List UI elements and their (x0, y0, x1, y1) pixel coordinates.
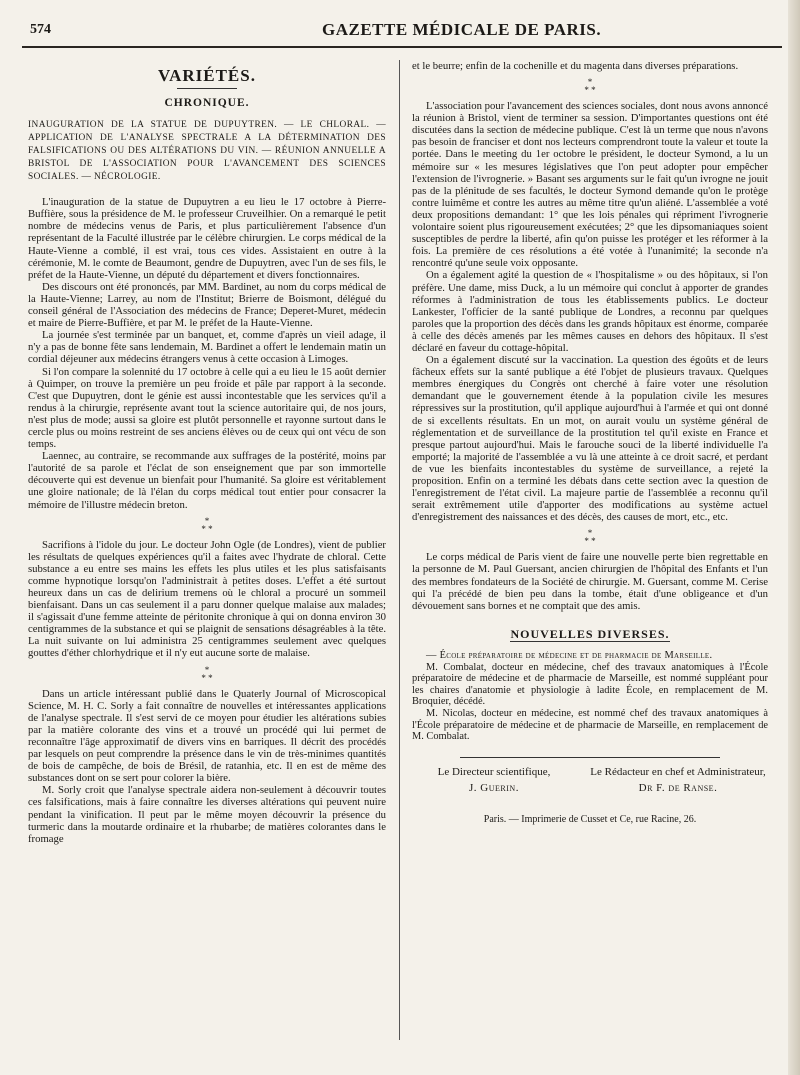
asterism: * * * (201, 515, 213, 534)
signature-block (412, 766, 768, 802)
asterism: * * * (201, 664, 213, 683)
paragraph-comparaison: Si l'on compare la solennité du 17 octobre à celle qui a eu lieu le 15 août dernier à Quimper, on trouve la première un peu froide et pâle par rapport à la seconde. C'est que Dupuytren, dont le génie est aussi incontestable que les services qu'il a rendus à la chirurgie, représente avant tout la science autoritaire qui, de nos jours, n'est plus de mode; aussi sa gloire est plutôt personnelle et rayonne surtout dans le cercle plus ou moins restreint de ses anciens élèves ou de ceux qui ont vécu de son temps. (28, 365, 386, 451)
news-combalat: M. Combalat, docteur en médecine, chef des travaux anatomiques à l'École préparatoire de médecine et de pharmacie de Marseille, est nommé suppléant pour les chaires d'anatomie et physiologie à ladite École, en remplacement de M. Broquier, décédé. (412, 661, 768, 708)
header-rule (22, 46, 782, 48)
news-nicolas: M. Nicolas, docteur en médecine, est nommé chef des travaux anatomiques à l'École préparatoire de médecine et de pharmacie de Marseille, en remplacement de M. Combalat. (412, 707, 768, 743)
paragraph-chloral: Sacrifions à l'idole du jour. Le docteur John Ogle (de Londres), vient de publier les résultats de quelques expériences qu'il a faites avec l'hydrate de chloral. Cette substance a eu entre ses mains les effets les plus utiles et les plus satisfaisants comme hypnotique lorsqu'on l'administrait à petites doses. L'effet a été surtout heureux dans un cas de delirium tremens où le chloral a procuré un sommeil bienfaisant. Dans un cas seulement il a paru donner quelque malaise aux malades; il s'agissait d'une femme atteinte de péritonite chronique à qui on donna environ 30 centigrammes de la substance et qui se plaignit de sensations désagréables à la tête. La nuit suivante on lui administra 25 centigrammes seulement avec quelques gouttes d'éther chlorhydrique et il n'y eut aucune sorte de malaise. (28, 538, 386, 660)
editor-signature (580, 766, 776, 794)
chronique-title: CHRONIQUE. (164, 97, 250, 110)
director-role: Le Directeur scientifique, (437, 765, 551, 778)
asterism: * * * (584, 528, 596, 547)
signature-rule (460, 757, 720, 758)
paragraph-guersant: Le corps médical de Paris vient de faire une nouvelle perte bien regrettable en la personne de M. Paul Guersant, ancien chirurgien de l'hôpital des Enfants et l'un des membres fondateurs de la Société de chirurgie. M. Guersant, comme M. Cerise qui l'a précédé de bien peu dans la tombe, était d'une obligeance et d'un dévouement sans bornes et ne comptait que des amis. (412, 551, 768, 612)
asterism: * * * (584, 77, 596, 96)
news-lead: — École préparatoire de médecine et de pharmacie de Marseille. (426, 649, 713, 661)
news-title (412, 628, 768, 640)
director-signature (414, 766, 574, 794)
paragraph-continuation: et le beurre; enfin de la cochenille et du magenta dans diverses préparations. (412, 60, 739, 72)
paragraph-laennec: Laennec, au contraire, se recommande aux suffrages de la postérité, moins par l'autorité de sa parole et l'éclat de son enseignement que par son immortelle découverte qui est devenue un bienfait pour l'humanité. Sa gloire est véritablement une gloire nationale; de là l'élan du corps médical tout entier pour consacrer la mémoire de l'illustre médecin breton. (28, 450, 386, 511)
paragraph-discours: Des discours ont été prononcés, par MM. Bardinet, au nom du corps médical de la Haute-Vienne; Larrey, au nom de l'Institut; Brierre de Boismont, délégué du conseil général de l'Association des médecins de France; Deperet-Muret, médecin et maire de Pierre-Buffière, et par M. le préfet de la Haute-Vienne. (28, 280, 386, 330)
title-rule (177, 88, 237, 89)
running-title: GAZETTE MÉDICALE DE PARIS. (322, 20, 602, 39)
page-number: 574 (30, 22, 51, 37)
editor-name: Dr F. de Ranse. (638, 781, 718, 794)
news-title-text: NOUVELLES DIVERSES. (510, 626, 670, 641)
paragraph-banquet: La journée s'est terminée par un banquet, et, comme d'après un vieil adage, il n'y a pas de bonne fête sans lendemain, M. Bardinet a offert le lendemain matin un cordial déjeuner aux médecins étrangers venus à cette occasion à Limoges. (28, 329, 386, 366)
paragraph-vaccination: On a également discuté sur la vaccination. La question des égoûts et de leurs fâcheux effets sur la santé publique a été l'objet de plusieurs travaux. Quelques membres énergiques du Congrès ont cherché à faire voter une résolution demandant que le gouvernement étende à la population civile les mesures répressives sur la prostitution, qu'il applique aujourd'hui à l'armée et qui ont donné de si excellents résultats. En un mot, on aurait voulu un système général de réglementation et de surveillance de la prostitution tel qu'il existe en France et presque partout aujourd'hui. Mais le farouche souci de la liberté individuelle l'a emporté; la majorité de l'assemblée a vu là une atteinte à ce droit sacré, et perdant de vue les bienfaits incontestables du système de surveillance, a rejeté la proposition. Enfin on a terminé les débats dans cette section avec la question de l'enregistrement de l'état civil. La majeure partie de l'assemblée a reconnu qu'il serait extrêmement utile d'apporter des modifications au système actuel d'enregistrement des naissances et des décès, des causes de mort, etc., etc. (412, 354, 768, 524)
right-column (412, 60, 768, 826)
paragraph-hospitalisme: On a également agité la question de « l'hospitalisme » ou des hôpitaux, si l'on préfère. Une dame, miss Duck, a lu un mémoire qui conclut à apporter de grandes réformes à l'administration de tous les établissements publics. Le docteur Lankester, l'officier de la santé publique de Londres, a reconnu par quelques paroles que la proportion des décès dans les grands hôpitaux est énorme, comparée à celle des décès amenés par les mêmes causes en dehors des hôpitaux. Il s'est déclaré en faveur du cottage-hôpital. (412, 269, 768, 354)
summary: INAUGURATION DE LA STATUE DE DUPUYTREN. — LE CHLORAL. — APPLICATION DE L'ANALYSE SPECTRALE A LA DÉTERMINATION DES FALSIFICATIONS OU DES ALTÉRATIONS DU VIN. — RÉUNION ANNUELLE A BRISTOL DE L'ASSOCIATION POUR L'AVANCEMENT DES SCIENCES SOCIALES. — NÉCROLOGIE. (28, 120, 386, 183)
imprint: Paris. — Imprimerie de Cusset et Ce, rue Racine, 26. (483, 813, 697, 825)
director-name: J. Guerin. (469, 781, 519, 794)
page-edge (788, 0, 800, 1075)
section-title: VARIÉTÉS. (158, 66, 256, 85)
paragraph-bristol: L'association pour l'avancement des sciences sociales, dont nous avons annoncé la réunion à Bristol, vient de terminer sa session. D'importantes questions ont été discutées dans la section de médecine publique. C'est là un terme que nous n'avons pas besoin de franciser et dont nos lecteurs comprendront toute la valeur et toute la portée. Dans le meeting du 1er octobre le président, le docteur Symond, a lu un mémoire sur « les mesures législatives que l'on peut adopter pour empêcher l'extension de l'ivrognerie. » Basant ses arguments sur le fait qu'un ivrogne ne jouit pas de la plénitude de ses facultés, le docteur Symond demande qu'on le protège contre luimême et contre les autres au même titre qu'un aliéné. L'assemblée a voté deux propositions demandant: 1° que les lois pénales qui répriment l'ivrognerie volontaire soient plus rigoureusement exécutées; 2° que les dipsomaniaques soient susceptibles de perdre la liberté, afin qu'on puisse les protéger et les réformer à la fois. La première de ces résolutions a été votée à l'unanimité; la seconde n'a rencontré qu'une seule voix opposante. (412, 100, 768, 270)
paragraph-sorly: M. Sorly croit que l'analyse spectrale aidera non-seulement à découvrir toutes ces falsifications, mais à faire connaître les diverses altérations qui peuvent nuire pendant la vinification. Il peut par le même moyen découvrir la présence du turmeric dans la moutarde ordinaire et la rhubarbe; de matières colorantes dans le fromage (28, 784, 386, 845)
news-section (412, 628, 768, 743)
paragraph-spectrale: Dans un article intéressant publié dans le Quaterly Journal of Microscopical Science, M. H. C. Sorly a fait connaître de nouvelles et intéressantes applications de l'analyse spectrale. Il s'est servi de ce moyen pour étudier les altérations subies par la matière colorante des vins et a trouvé un procédé qui lui permet de reconnaître l'âge approximatif de divers vins en barriques. Il décrit des procédés par lesquels on peut comprendre la présence dans le vin de très-minimes quantités de bois de campêche, de bois de Brésil, de ratanhia, etc. Il en est de même des substances dont on se sert pour colorer la bière. (28, 687, 386, 785)
paragraph-dupuytren: L'inauguration de la statue de Dupuytren a eu lieu le 17 octobre à Pierre-Buffière, sous la présidence de M. le professeur Cruveilhier. On a remarqué le petit nombre de médecins venus de Paris, et plus particulièrement l'absence d'un représentant de la Faculté illustrée par le célèbre chirurgien. Le corps médical de la Haute-Vienne a comblé, il est vrai, tous ces vides. Assistaient en outre à la cérémonie, M. le comte de Beaumont, gendre de Dupuytren, avec l'un de ses fils, le préfet de la Haute-Vienne, un député du département et divers fonctionnaires. (28, 196, 386, 281)
editor-role: Le Rédacteur en chef et Administrateur, (590, 765, 766, 778)
column-divider (399, 60, 400, 1040)
page-header (22, 18, 782, 44)
left-column (28, 60, 386, 845)
